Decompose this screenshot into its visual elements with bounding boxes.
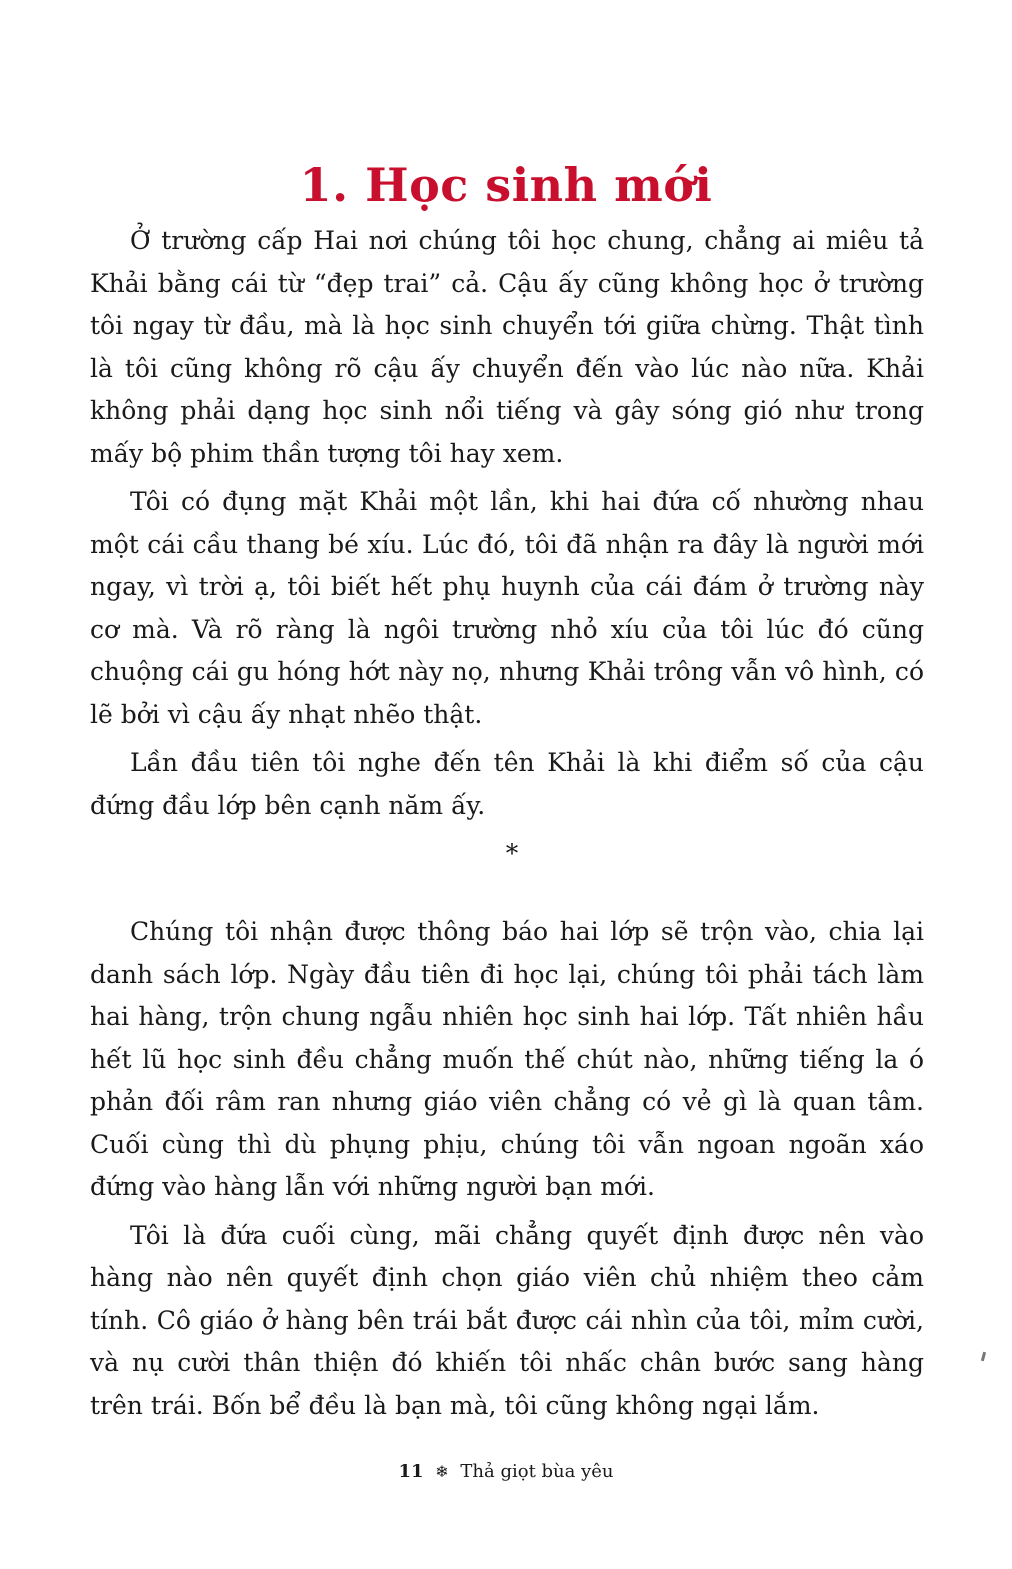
paragraph-1: Ở trường cấp Hai nơi chúng tôi học chung, chẳng ai miêu tả Khải bằng cái từ “đẹp trai” cả. Cậu ấy cũng không học ở trường tôi ngay từ đầu, mà là học sinh chuyển tới giữa chừng. Thật tình là tôi cũng không rõ cậu ấy chuyển đến vào lúc nào nữa. Khải không phải dạng học sinh nổi tiếng và gây sóng gió như trong mấy bộ phim thần tượng tôi hay xem. xyxy=(90,226,924,468)
paragraph-2: Tôi có đụng mặt Khải một lần, khi hai đứa cố nhường nhau một cái cầu thang bé xíu. Lúc đó, tôi đã nhận ra đây là người mới ngay, vì trời ạ, tôi biết hết phụ huynh của cái đám ở trường này cơ mà. Và rõ ràng là ngôi trường nhỏ xíu của tôi lúc đó cũng chuộng cái gu hóng hớt này nọ, nhưng Khải trông vẫn vô hình, có lẽ bởi vì cậu ấy nhạt nhẽo thật. xyxy=(90,487,924,729)
scan-mark xyxy=(981,1352,986,1361)
chapter-title: 1. Học sinh mới xyxy=(299,158,713,212)
chapter-body xyxy=(90,220,924,1433)
page-number: 11 xyxy=(398,1461,424,1482)
paragraph-4: Chúng tôi nhận được thông báo hai lớp sẽ trộn vào, chia lại danh sách lớp. Ngày đầu tiên đi học lại, chúng tôi phải tách làm hai hàng, trộn chung ngẫu nhiên học sinh hai lớp. Tất nhiên hầu hết lũ học sinh đều chẳng muốn thế chút nào, những tiếng la ó phản đối râm ran nhưng giáo viên chẳng có vẻ gì là quan tâm. Cuối cùng thì dù phụng phịu, chúng tôi vẫn ngoan ngoãn xáo đứng vào hàng lẫn với những người bạn mới. xyxy=(90,917,924,1201)
page-footer xyxy=(0,1460,1012,1484)
snowflake-icon: ❄ xyxy=(435,1462,449,1481)
book-title: Thả giọt bùa yêu xyxy=(460,1461,614,1482)
paragraph-5: Tôi là đứa cuối cùng, mãi chẳng quyết định được nên vào hàng nào nên quyết định chọn giáo viên chủ nhiệm theo cảm tính. Cô giáo ở hàng bên trái bắt được cái nhìn của tôi, mỉm cười, và nụ cười thân thiện đó khiến tôi nhấc chân bước sang hàng trên trái. Bốn bể đều là bạn mà, tôi cũng không ngại lắm. xyxy=(90,1220,924,1420)
section-separator: * xyxy=(505,839,519,868)
paragraph-3: Lần đầu tiên tôi nghe đến tên Khải là khi điểm số của cậu đứng đầu lớp bên cạnh năm ấy. xyxy=(90,748,924,820)
